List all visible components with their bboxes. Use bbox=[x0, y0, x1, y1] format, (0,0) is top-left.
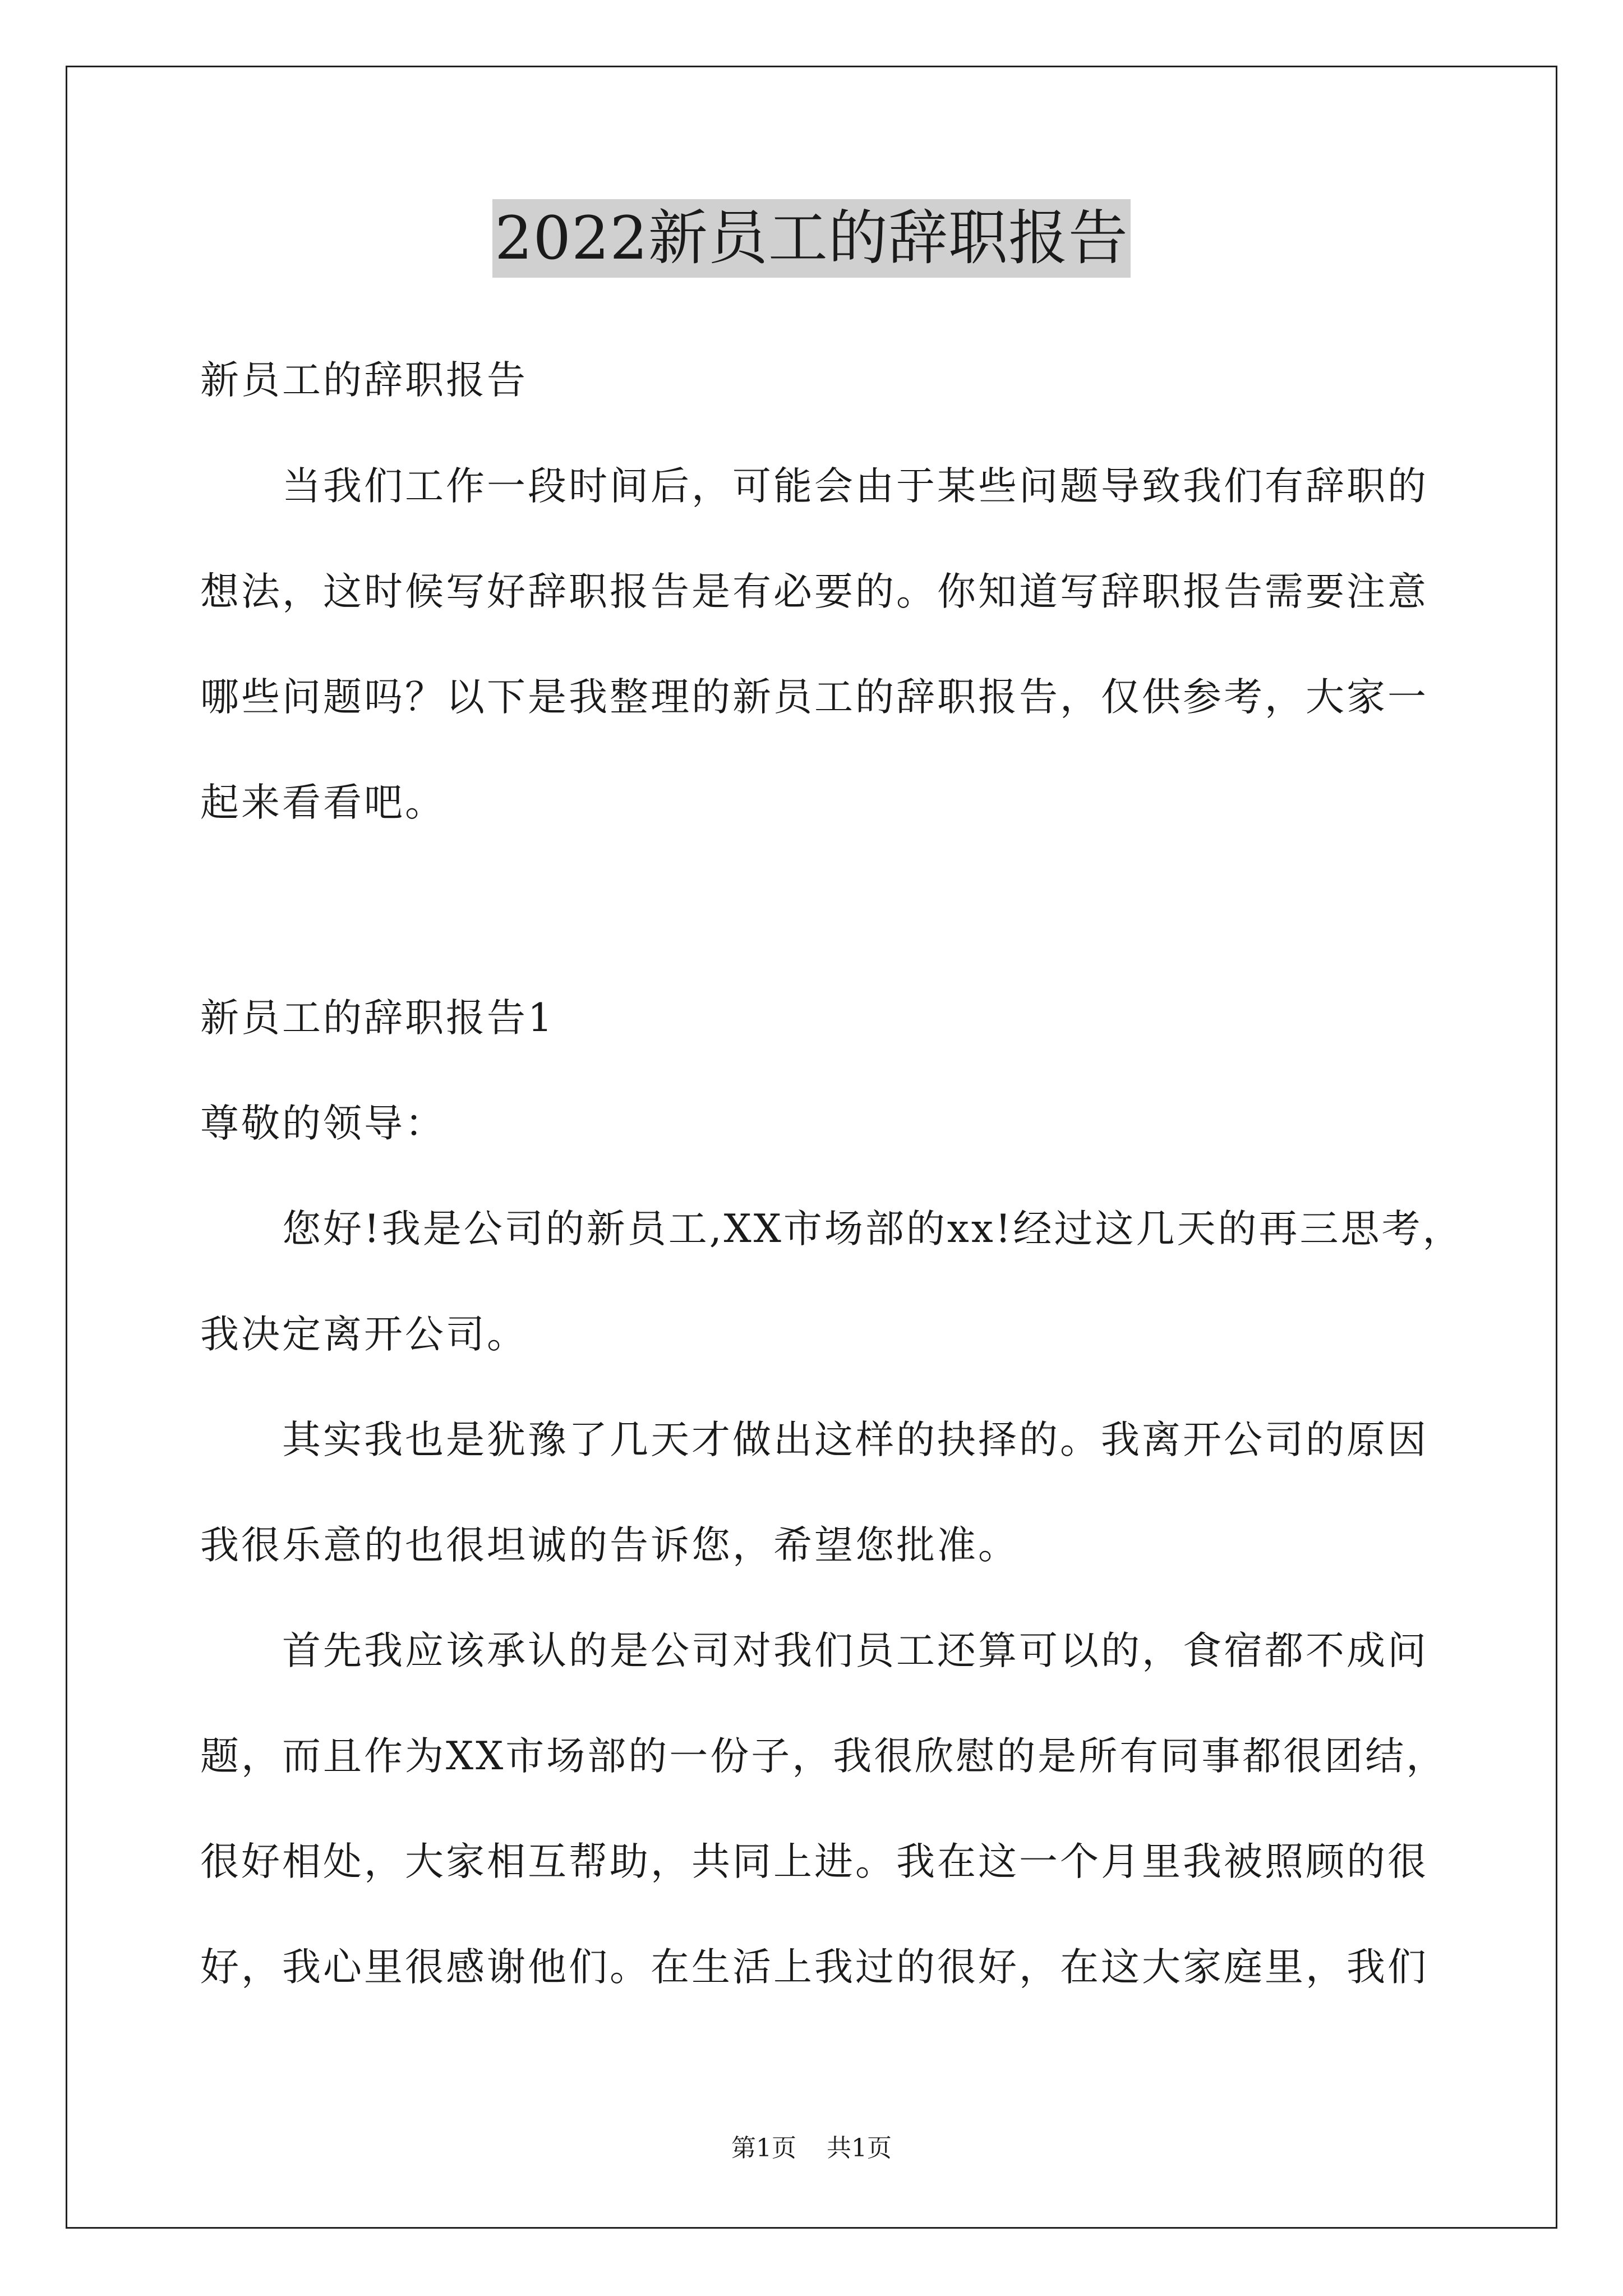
paragraph-line: 当我们工作一段时间后，可能会由于某些问题导致我们有辞职的 bbox=[282, 464, 1428, 509]
paragraph-line: 其实我也是犹豫了几天才做出这样的抉择的。我离开公司的原因 bbox=[282, 1418, 1428, 1462]
paragraph-line: 起来看看吧。 bbox=[200, 780, 446, 825]
paragraph-line: 好，我心里很感谢他们。在生活上我过的很好，在这大家庭里，我们 bbox=[200, 1945, 1428, 1990]
page-total: 共1页 bbox=[827, 2134, 892, 2162]
paragraph-line: 我很乐意的也很坦诚的告诉您，希望您批准。 bbox=[200, 1523, 1019, 1568]
subsection-heading: 新员工的辞职报告1 bbox=[200, 996, 555, 1041]
paragraph-line: 很好相处，大家相互帮助，共同上进。我在这一个月里我被照顾的很 bbox=[200, 1839, 1428, 1884]
page-footer bbox=[0, 2132, 1623, 2165]
paragraph-line: 想法，这时候写好辞职报告是有必要的。你知道写辞职报告需要注意 bbox=[200, 569, 1428, 614]
paragraph-line: 首先我应该承认的是公司对我们员工还算可以的，食宿都不成问 bbox=[282, 1628, 1428, 1673]
document-title: 2022新员工的辞职报告 bbox=[492, 199, 1131, 278]
paragraph-line: 哪些问题吗？以下是我整理的新员工的辞职报告，仅供参考，大家一 bbox=[200, 675, 1428, 720]
page-number: 第1页 bbox=[731, 2134, 796, 2162]
title-container bbox=[0, 199, 1623, 278]
paragraph-line: 题，而且作为XX市场部的一份子，我很欣慰的是所有同事都很团结， bbox=[200, 1734, 1447, 1779]
salutation: 尊敬的领导： bbox=[200, 1101, 446, 1146]
section-heading: 新员工的辞职报告 bbox=[200, 358, 528, 403]
paragraph-line: 我决定离开公司。 bbox=[200, 1312, 528, 1357]
paragraph-line: 您好!我是公司的新员工,XX市场部的xx!经过这几天的再三思考， bbox=[282, 1207, 1464, 1251]
